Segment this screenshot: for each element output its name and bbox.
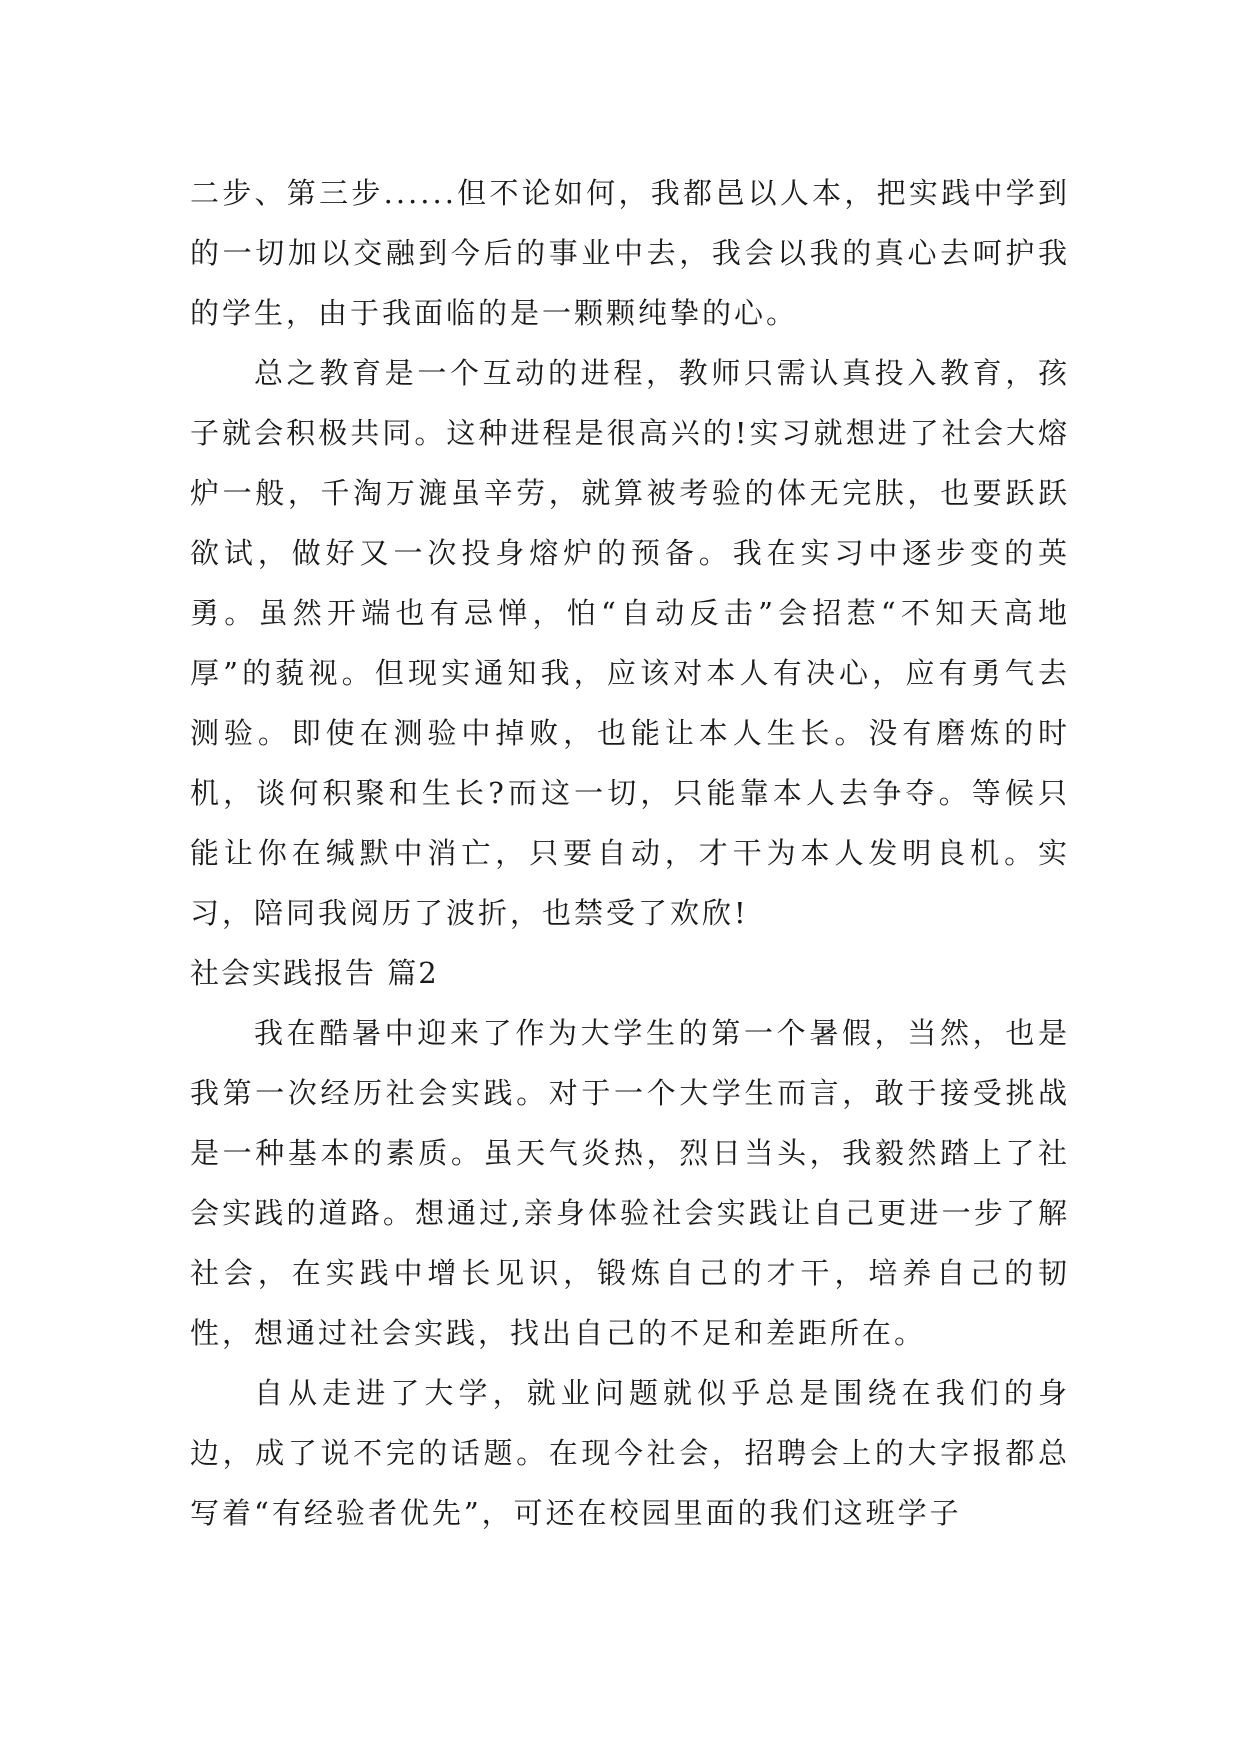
paragraph-3: 我在酷暑中迎来了作为大学生的第一个暑假，当然，也是我第一次经历社会实践。对于一个大学生而言，敢于接受挑战是一种基本的素质。虽天气炎热，烈日当头，我毅然踏上了社会实践的道路。想通过,亲身体验社会实践让自己更进一步了解社会，在实践中增长见识，锻炼自己的才干，培养自己的韧性，想通过社会实践，找出自己的不足和差距所在。	[190, 1016, 1070, 1350]
paragraph-2: 总之教育是一个互动的进程，教师只需认真投入教育，孩子就会积极共同。这种进程是很高兴的!实习就想进了社会大熔炉一般，千淘万漉虽辛劳，就算被考验的体无完肤，也要跃跃欲试，做好又一次投身熔炉的预备。我在实习中逐步变的英勇。虽然开端也有忌惮，怕“自动反击”会招惹“不知天高地厚”的藐视。但现实通知我，应该对本人有决心，应有勇气去测验。即使在测验中掉败，也能让本人生长。没有磨炼的时机，谈何积聚和生长?而这一切，只能靠本人去争夺。等候只能让你在缄默中消亡，只要自动，才干为本人发明良机。实习，陪同我阅历了波折，也禁受了欢欣!	[190, 356, 1070, 930]
paragraph-4: 自从走进了大学，就业问题就似乎总是围绕在我们的身边，成了说不完的话题。在现今社会，招聘会上的大字报都总写着“有经验者优先”，可还在校园里面的我们这班学子	[190, 1376, 1070, 1530]
document-body	[190, 163, 1070, 1543]
paragraph-1: 二步、第三步......但不论如何，我都邑以人本，把实践中学到的一切加以交融到今后的事业中去，我会以我的真心去呵护我的学生，由于我面临的是一颗颗纯挚的心。	[190, 176, 1070, 330]
section-heading: 社会实践报告 篇2	[190, 956, 439, 990]
